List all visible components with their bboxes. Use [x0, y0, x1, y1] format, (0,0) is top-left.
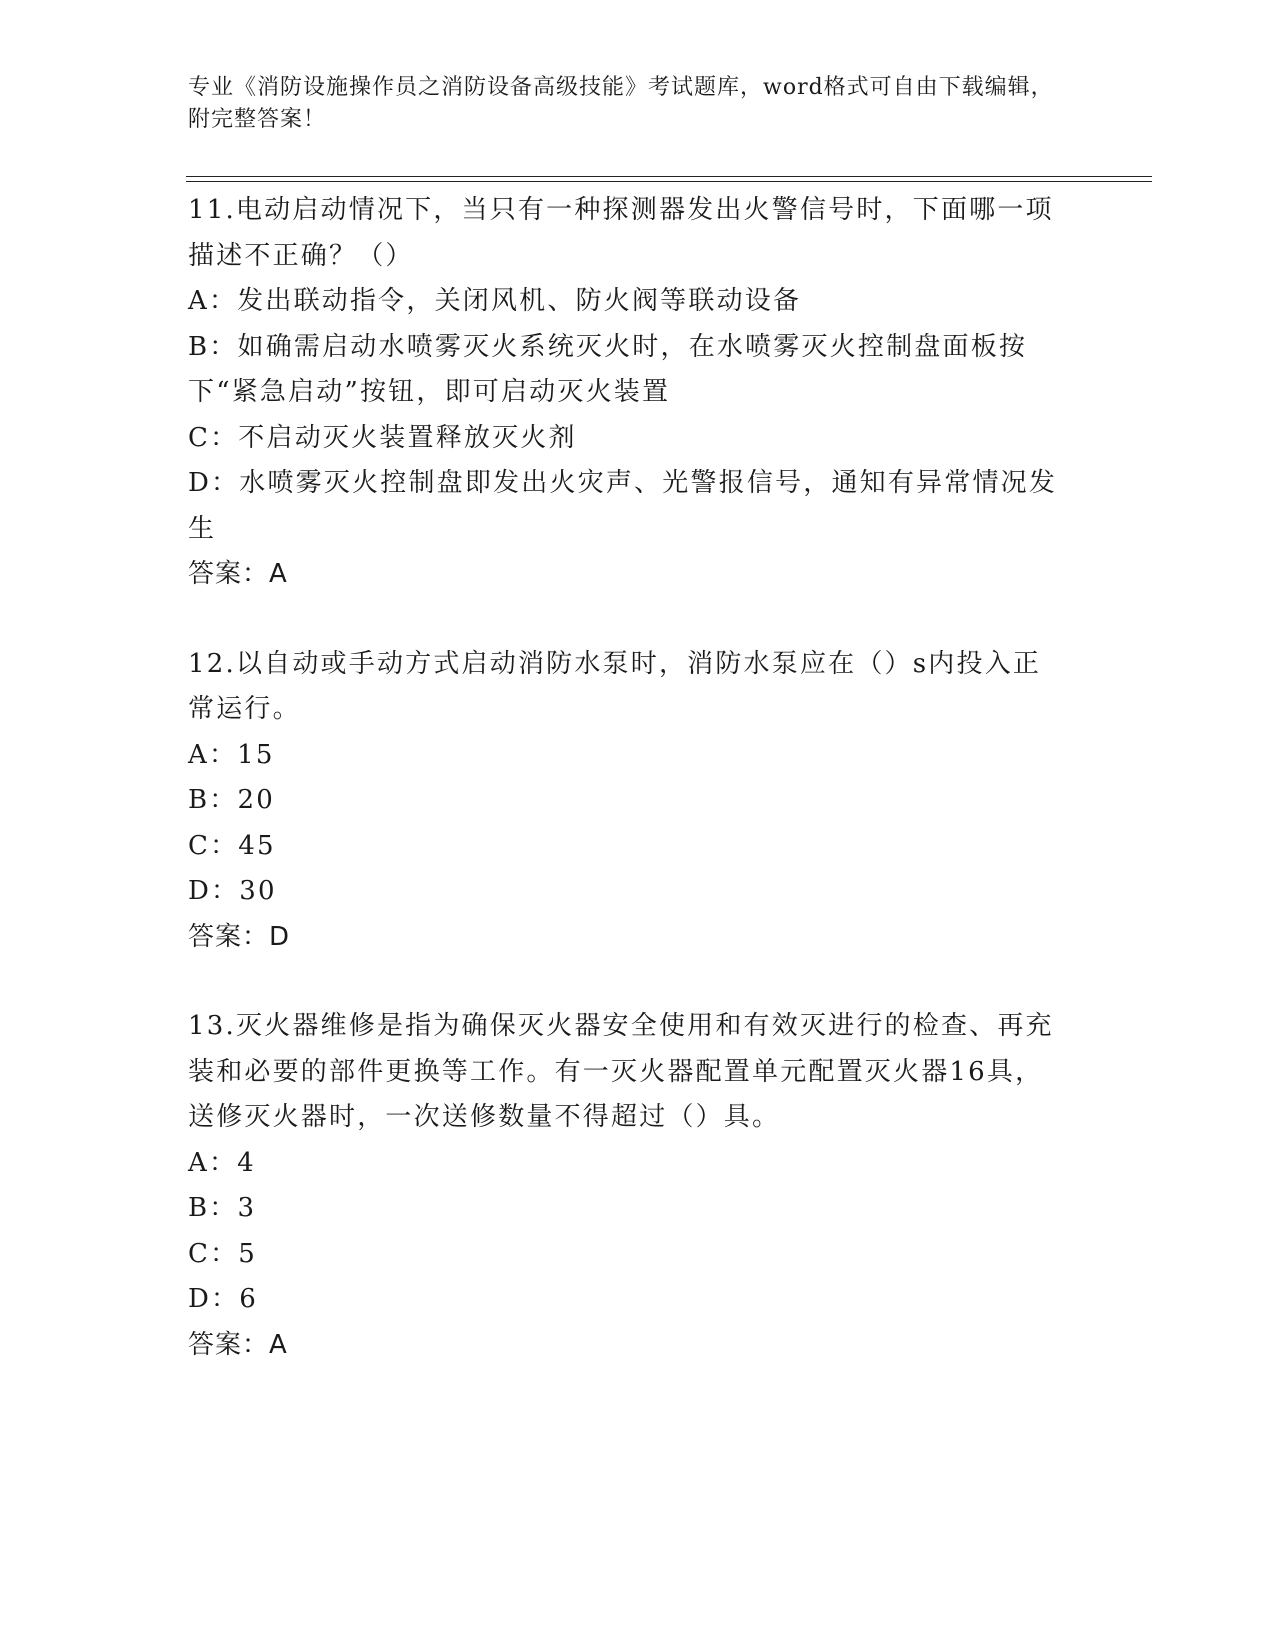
option-c: C：不启动灭火装置释放灭火剂 — [188, 422, 577, 453]
option-a: A：4 — [188, 1147, 256, 1178]
header-rule-bottom — [186, 181, 1152, 182]
option-c: C：45 — [188, 830, 276, 861]
question-stem: 13.灭火器维修是指为确保灭火器安全使用和有效灭进行的检查、再充装和必要的部件更换等工作。有一灭火器配置单元配置灭火器16具，送修灭火器时，一次送修数量不得超过（）具。 — [188, 1011, 1054, 1132]
question-11 — [188, 188, 1068, 598]
question-stem: 11.电动启动情况下，当只有一种探测器发出火警信号时，下面哪一项描述不正确？（） — [188, 195, 1054, 271]
question-12 — [188, 642, 1068, 961]
option-d: D：6 — [188, 1284, 258, 1314]
answer: 答案：A — [188, 1329, 288, 1360]
option-b: B：3 — [188, 1193, 257, 1223]
option-a: A：15 — [188, 739, 275, 770]
option-b: B：20 — [188, 785, 275, 815]
option-a: A：发出联动指令，关闭风机、防火阀等联动设备 — [188, 286, 802, 316]
question-stem: 12.以自动或手动方式启动消防水泵时，消防水泵应在（）s内投入正常运行。 — [188, 648, 1042, 724]
question-13 — [188, 1004, 1068, 1368]
option-d: D：30 — [188, 876, 277, 906]
option-c: C：5 — [188, 1238, 258, 1269]
answer: 答案：D — [188, 921, 291, 952]
answer: 答案：A — [188, 559, 288, 589]
document-header: 专业《消防设施操作员之消防设备高级技能》考试题库，word格式可自由下载编辑，附完整答案！ — [188, 75, 1054, 132]
question-list — [188, 188, 1068, 1412]
option-d: D：水喷雾灭火控制盘即发出火灾声、光警报信号，通知有异常情况发生 — [188, 468, 1058, 544]
header-rule-top — [186, 176, 1152, 177]
option-b: B：如确需启动水喷雾灭火系统灭火时，在水喷雾灭火控制盘面板按下“紧急启动”按钮，即可启动灭火装置 — [188, 331, 1028, 407]
